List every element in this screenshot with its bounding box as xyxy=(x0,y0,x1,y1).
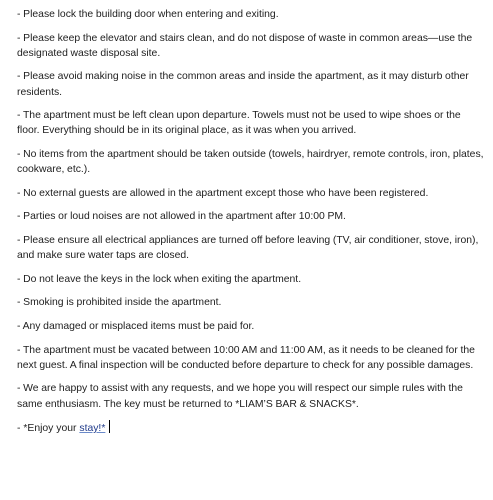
rule-leave-clean: - The apartment must be left clean upon departure. Towels must not be used to wipe shoes or the floor. Everything should be in its original place, as it was when you arrived. xyxy=(17,110,461,137)
rule-checkout-time: - The apartment must be vacated between 10:00 AM and 11:00 AM, as it needs to be cleaned for the next guest. A final inspection will be conducted before departure to check for any possible damages. xyxy=(17,344,475,371)
rule-return-key: - We are happy to assist with any requests, and we hope you will respect our simple rules with the same enthusiasm. The key must be returned to *LIAM’S BAR & SNACKS*. xyxy=(17,383,463,410)
rule-appliances-off: - Please ensure all electrical appliances are turned off before leaving (TV, air conditioner, stove, iron), and make sure water taps are closed. xyxy=(17,234,479,262)
closing-line xyxy=(17,420,485,436)
rule-no-external-guests: - No external guests are allowed in the apartment except those who have been registered. xyxy=(17,187,429,199)
rule-lock-door: - Please lock the building door when entering and exiting. xyxy=(17,9,279,20)
rule-damages-paid: - Any damaged or misplaced items must be paid for. xyxy=(17,320,255,332)
stay-link[interactable]: stay!* xyxy=(79,423,106,435)
rule-keep-common-areas-clean: - Please keep the elevator and stairs clean, and do not dispose of waste in common areas—use the designated waste disposal site. xyxy=(17,32,473,59)
rule-no-items-outside: - No items from the apartment should be taken outside (towels, hairdryer, remote controls, iron, plates, cookware, etc.). xyxy=(17,148,484,176)
closing-prefix: - *Enjoy your xyxy=(17,423,80,435)
text-cursor xyxy=(109,420,110,433)
rule-avoid-noise: - Please avoid making noise in the common areas and inside the apartment, as it may disturb other residents. xyxy=(17,71,469,98)
rule-keys-not-in-lock: - Do not leave the keys in the lock when exiting the apartment. xyxy=(17,273,302,285)
rule-no-smoking: - Smoking is prohibited inside the apartment. xyxy=(17,297,222,309)
rule-no-parties: - Parties or loud noises are not allowed in the apartment after 10:00 PM. xyxy=(17,211,346,223)
